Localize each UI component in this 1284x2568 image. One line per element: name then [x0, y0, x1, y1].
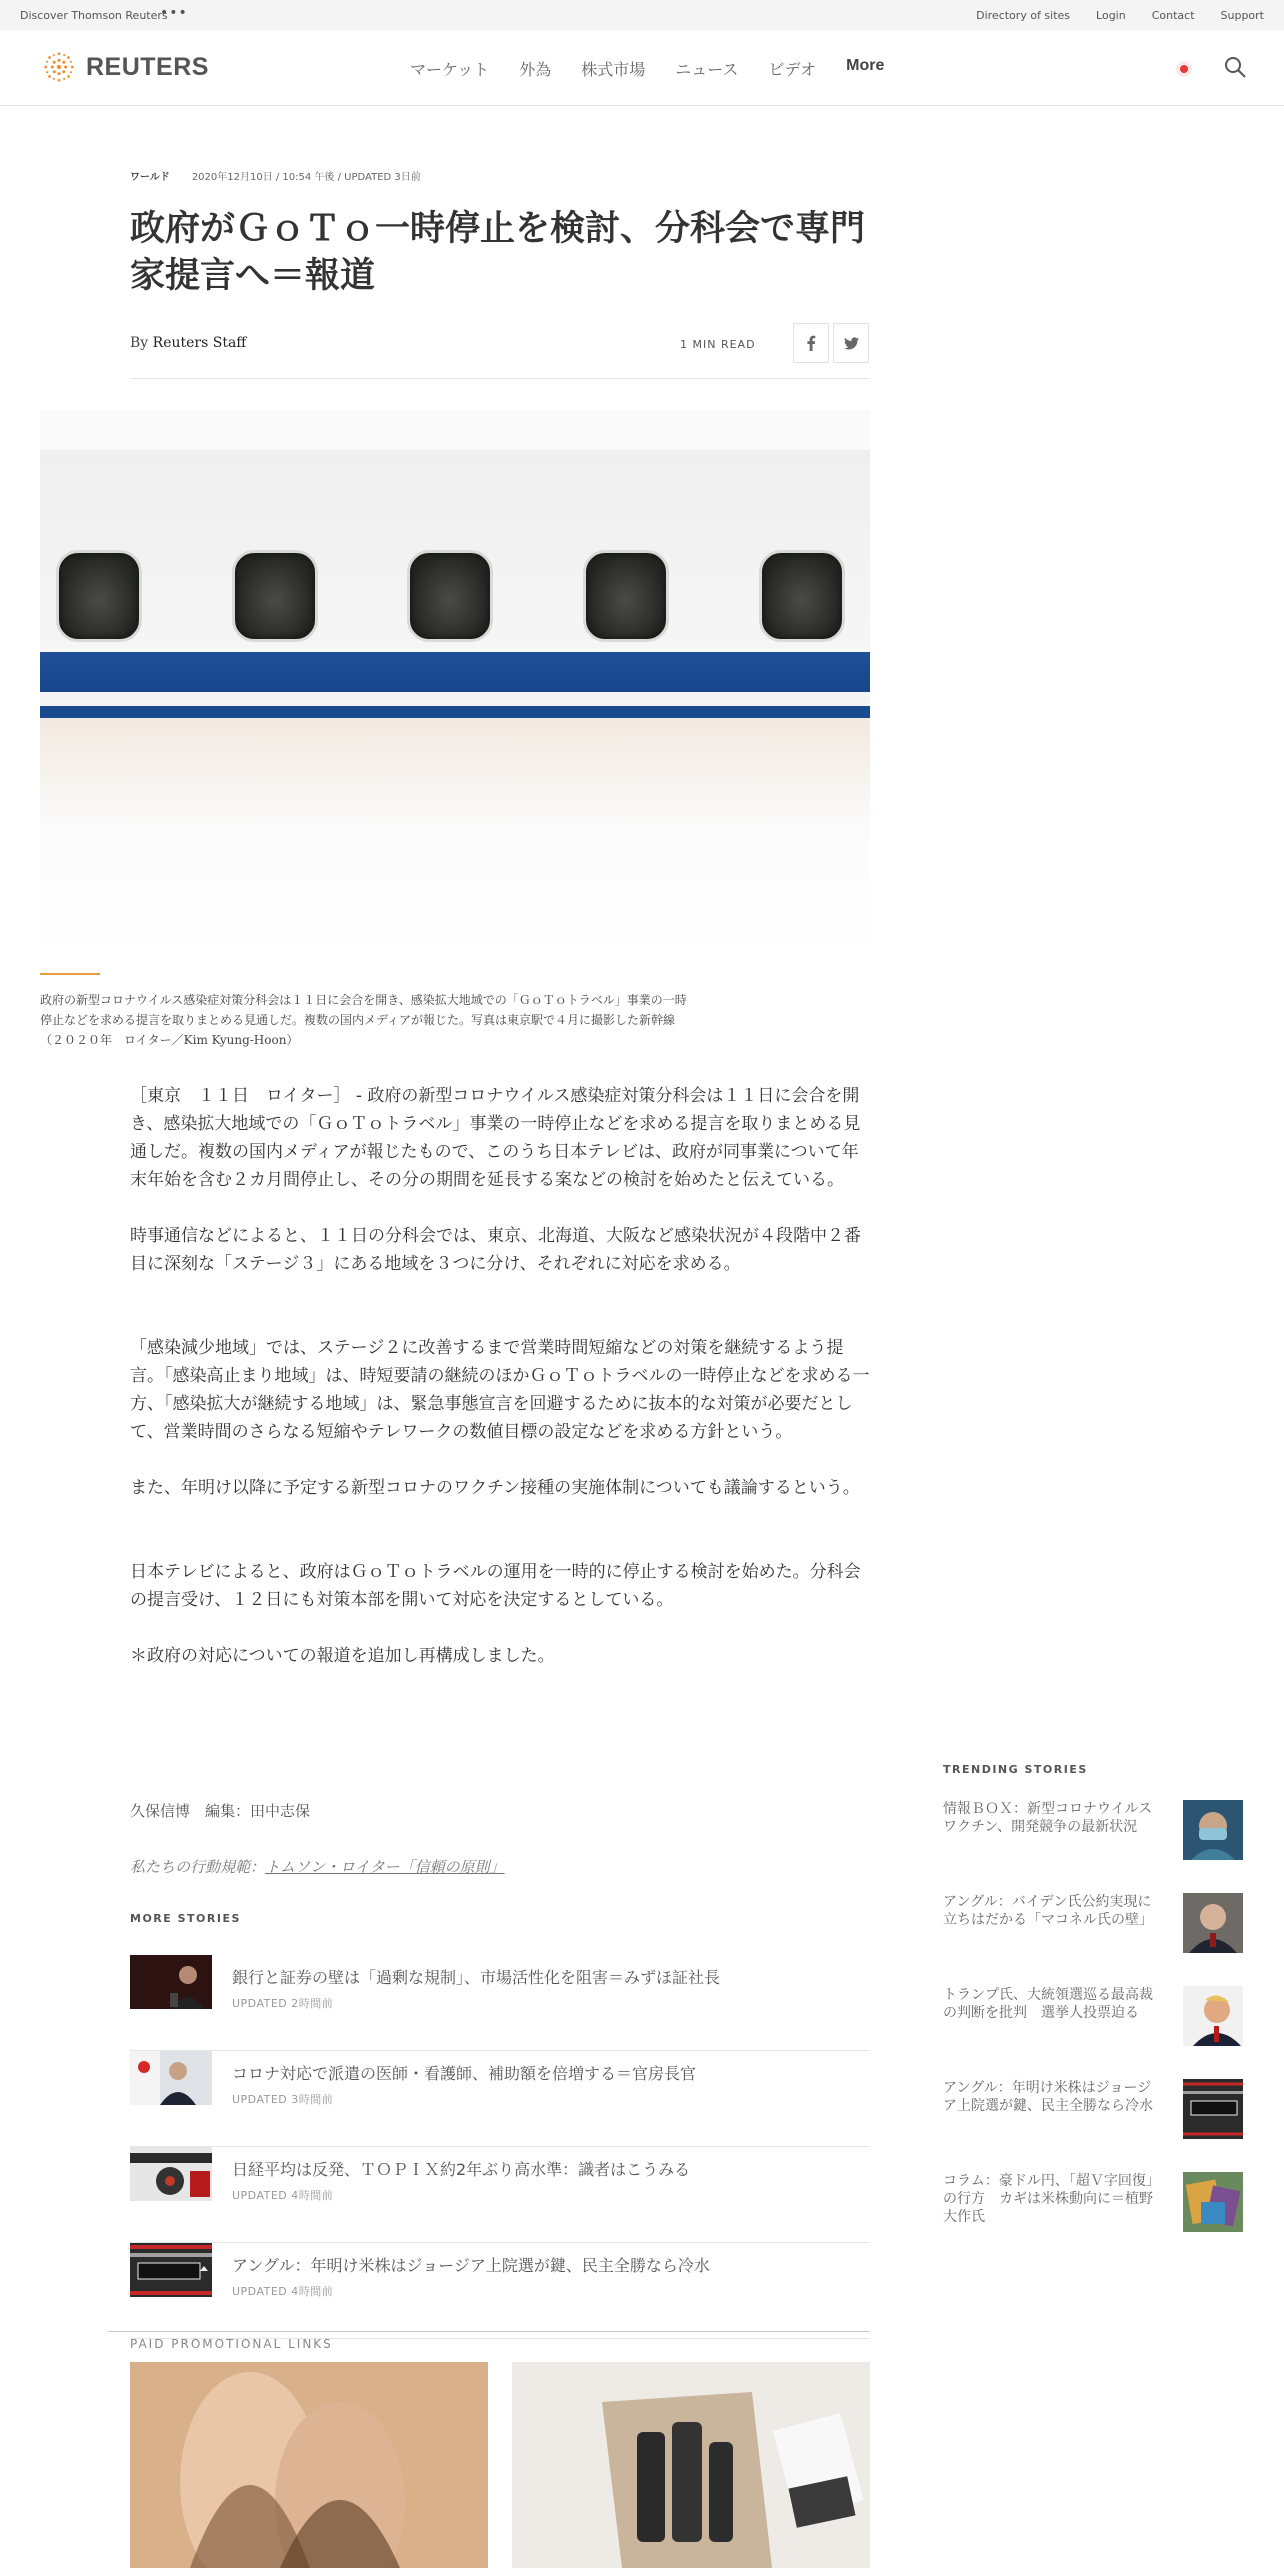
utility-links: [976, 9, 1264, 22]
discover-link[interactable]: Discover Thomson Reuters: [20, 9, 168, 22]
reuters-logo[interactable]: [40, 48, 209, 86]
principles-prefix: 私たちの行動規範：: [130, 1858, 266, 1876]
search-icon[interactable]: [1223, 55, 1247, 79]
directory-link[interactable]: Directory of sites: [976, 9, 1071, 22]
trending-item[interactable]: [943, 1800, 1243, 1870]
image-caption: 政府の新型コロナウイルス感染症対策分科会は１１日に会合を開き、感染拡大地域での「ＧｏＴｏトラベル」事業の一時停止などを求める提言を取りまとめる見通しだ。複数の国内メディアが報じた。写真は東京駅で４月に撮影した新幹線（２０２０年 ロイター／Kim Kyung-Hoon）: [40, 993, 687, 1047]
story-time: UPDATED 4時間前: [232, 2285, 334, 2298]
nav-item-video[interactable]: ビデオ: [768, 60, 817, 79]
more-story-item[interactable]: [130, 2243, 870, 2339]
trending-item[interactable]: [943, 1893, 1243, 1963]
trending-heading: TRENDING STORIES: [943, 1763, 1088, 1776]
support-link[interactable]: Support: [1220, 9, 1264, 22]
trending-title[interactable]: アングル：年明け米株はジョージア上院選が鍵、民主全勝なら冷水: [943, 2080, 1153, 2114]
ad-photo-models: [130, 2362, 488, 2568]
japan-edition-flag-icon[interactable]: [1180, 65, 1188, 73]
article-paragraph: 日本テレビによると、政府はＧｏＴｏトラベルの運用を一時的に停止する検討を始めた。分科会の提言受け、１２日にも対策本部を開いて対応を決定するとしている。: [130, 1562, 861, 1610]
trending-title[interactable]: アングル：バイデン氏公約実現に立ちはだかる「マコネル氏の壁」: [943, 1894, 1153, 1928]
paid-links-divider: [108, 2331, 870, 2332]
trending-thumbnail: [1183, 2172, 1243, 2232]
trending-title[interactable]: コラム：豪ドル円、「超Ｖ字回復」の行方 カギは米株動向に＝植野大作氏: [943, 2173, 1160, 2225]
more-story-item[interactable]: [130, 1955, 870, 2051]
more-sites-dots-icon[interactable]: •••: [160, 5, 188, 21]
article-paragraph: ［東京 １１日 ロイター］ - 政府の新型コロナウイルス感染症対策分科会は１１日に会合を開き、感染拡大地域での「ＧｏＴｏトラベル」事業の一時停止などを求める提言を取りまとめる見通しだ。複数の国内メディアが報じたもので、このうち日本テレビは、政府が同事業について年末年始を含む２カ月間停止し、その分の期間を延長する案などの検討を始めたと伝えている。: [130, 1086, 861, 1190]
paid-ad-image[interactable]: [512, 2362, 870, 2568]
nav-item-stocks[interactable]: 株式市場: [581, 60, 646, 79]
share-twitter-button[interactable]: [833, 323, 869, 363]
story-time: UPDATED 2時間前: [232, 1997, 334, 2010]
trending-title[interactable]: トランプ氏、大統領選巡る最高裁の判断を批判 選挙人投票迫る: [943, 1987, 1153, 2021]
story-time: UPDATED 4時間前: [232, 2189, 334, 2202]
story-thumbnail: [130, 2147, 212, 2201]
nav-item-forex[interactable]: 外為: [519, 60, 552, 79]
facebook-icon: [806, 335, 816, 351]
nav-item-news[interactable]: ニュース: [675, 60, 739, 79]
trending-thumbnail: [1183, 1893, 1243, 1953]
trending-thumbnail: [1183, 1986, 1243, 2046]
article-headline: 政府がＧｏＴｏ一時停止を検討、分科会で専門家提言へ＝報道: [130, 209, 866, 296]
nav-item-more[interactable]: More: [846, 57, 885, 74]
train-lower-body: [40, 718, 870, 956]
article-paragraph: ＊政府の対応についての報道を追加し再構成しました。: [130, 1646, 555, 1666]
story-title[interactable]: 銀行と証券の壁は「過剰な規制」、市場活性化を阻害＝みずほ証社長: [232, 1968, 721, 1987]
more-story-item[interactable]: [130, 2051, 870, 2147]
trending-item[interactable]: [943, 2172, 1243, 2242]
article-meta: [130, 168, 421, 183]
ad-photo-product-box: [512, 2362, 870, 2568]
story-thumbnail: [130, 1955, 212, 2009]
trust-principles: [130, 1856, 505, 1877]
paid-links-heading: PAID PROMOTIONAL LINKS: [130, 2337, 333, 2351]
utility-bar: [0, 0, 1284, 30]
logo-wordmark: REUTERS: [86, 52, 209, 81]
more-stories-heading: MORE STORIES: [130, 1912, 241, 1925]
article-signoff: 久保信博 編集：田中志保: [130, 1802, 311, 1820]
train-window: [759, 550, 845, 642]
story-time: UPDATED 3時間前: [232, 2093, 334, 2106]
login-link[interactable]: Login: [1096, 9, 1126, 22]
hero-image-shinkansen: [40, 410, 870, 956]
article-paragraph: 時事通信などによると、１１日の分科会では、東京、北海道、大阪など感染状況が４段階中２番目に深刻な「ステージ３」にある地域を３つに分け、それぞれに対応を求める。: [130, 1226, 861, 1274]
reuters-logo-icon: [40, 48, 78, 86]
trending-item[interactable]: [943, 2079, 1243, 2149]
section-label[interactable]: ワールド: [130, 172, 170, 183]
story-thumbnail: [130, 2243, 212, 2297]
trending-thumbnail: [1183, 1800, 1243, 1860]
article-paragraph: 「感染減少地域」では、ステージ２に改善するまで営業時間短縮などの対策を継続するよう提言。「感染高止まり地域」は、時短要請の継続のほかＧｏＴｏトラベルの一時停止などを求める一方、「感染拡大が継続する地域」は、緊急事態宣言を回避するために抜本的な対策が必要だとして、営業時間のさらなる短縮やテレワークの数値目標の設定などを求める方針という。: [130, 1338, 870, 1442]
twitter-icon: [844, 337, 859, 350]
trending-thumbnail: [1183, 2079, 1243, 2139]
train-window: [232, 550, 318, 642]
share-facebook-button[interactable]: [793, 323, 829, 363]
story-title[interactable]: コロナ対応で派遣の医師・看護師、補助額を倍増する＝官房長官: [232, 2064, 697, 2083]
train-window: [407, 550, 493, 642]
article-date: 2020年12月10日 / 10:54 午後 / UPDATED 3日前: [191, 172, 421, 183]
nav-item-markets[interactable]: マーケット: [410, 60, 490, 79]
trending-title[interactable]: 情報ＢＯＸ：新型コロナウイルスワクチン、開発競争の最新状況: [943, 1801, 1153, 1835]
main-nav: [410, 57, 884, 80]
trust-principles-link[interactable]: トムソン・ロイター「信頼の原則」: [265, 1858, 505, 1876]
story-title[interactable]: 日経平均は反発、ＴＯＰＩＸ約2年ぶり高水準：識者はこうみる: [232, 2160, 691, 2179]
site-header: [0, 30, 1284, 106]
article-paragraph: また、年明け以降に予定する新型コロナのワクチン接種の実施体制についても議論するという。: [130, 1478, 860, 1498]
train-window: [583, 550, 669, 642]
train-blue-stripe: [40, 652, 870, 692]
train-thin-stripe: [40, 706, 870, 718]
story-thumbnail: [130, 2051, 212, 2105]
contact-link[interactable]: Contact: [1151, 9, 1195, 22]
paid-ad-image[interactable]: [130, 2362, 488, 2568]
train-window: [56, 550, 142, 642]
story-title[interactable]: アングル：年明け米株はジョージア上院選が鍵、民主全勝なら冷水: [232, 2256, 710, 2275]
author-name: Reuters Staff: [152, 335, 247, 351]
header-divider: [130, 378, 870, 379]
train-stripe-gap: [40, 692, 870, 706]
caption-accent-rule: [40, 973, 100, 975]
more-story-item[interactable]: [130, 2147, 870, 2243]
byline-prefix: By: [130, 335, 149, 351]
article-body: [130, 1082, 870, 1670]
trending-item[interactable]: [943, 1986, 1243, 2056]
byline: [130, 335, 246, 351]
read-time: 1 MIN READ: [680, 338, 756, 351]
